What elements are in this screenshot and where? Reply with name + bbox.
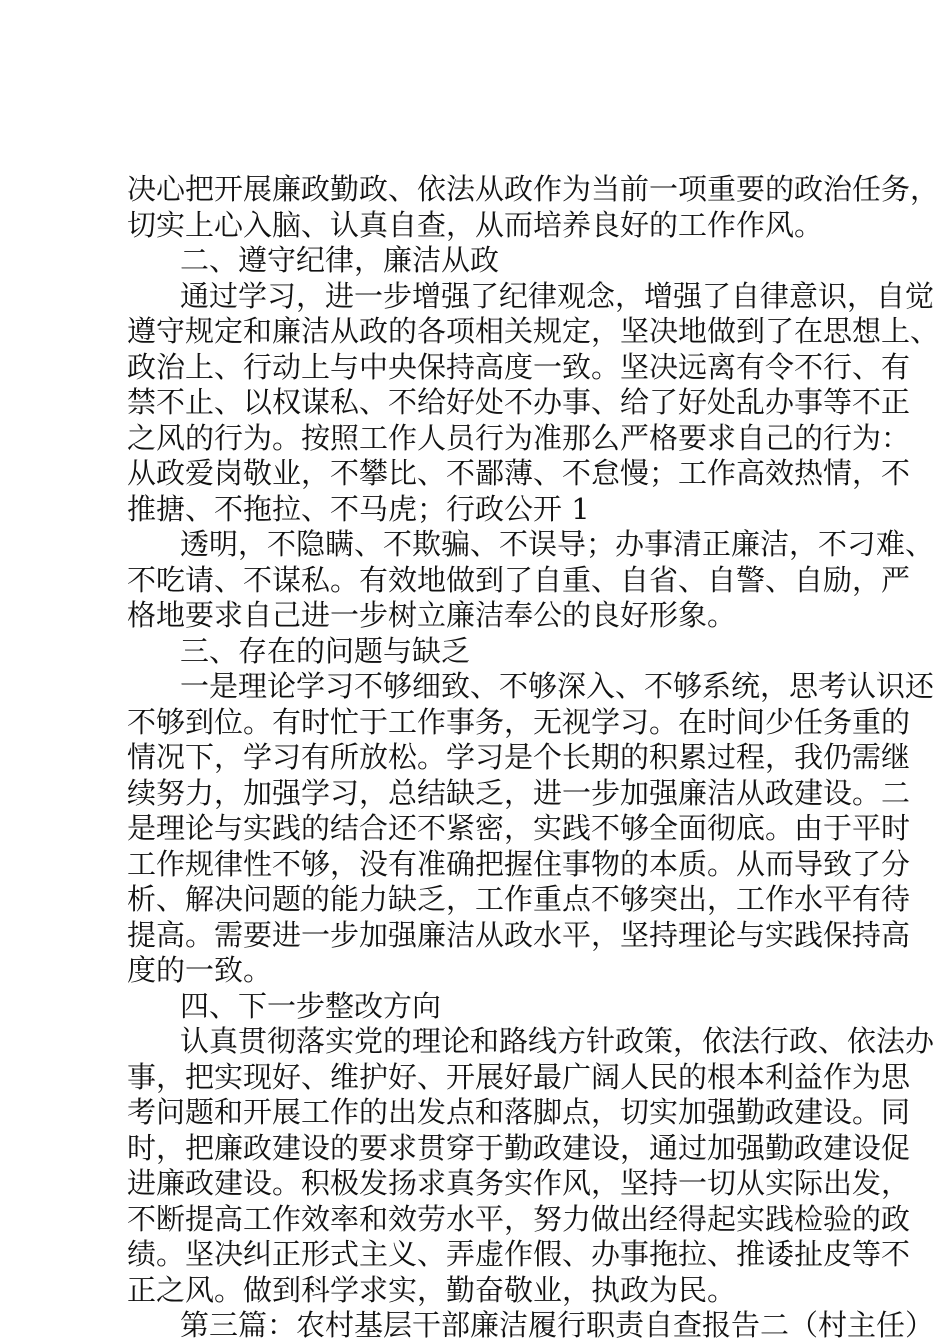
text-line-4: 通过学习，进一步增强了纪律观念，增强了自律意识，自觉 [180, 278, 935, 313]
next-part-title: 第三篇：农村基层干部廉洁履行职责自查报告二（村主任） [180, 1308, 935, 1342]
text-line-12: 不吃请、不谋私。有效地做到了自重、自省、自警、自励，严 [127, 562, 911, 597]
text-line-21: 析、解决问题的能力缺乏，工作重点不够突出，工作水平有待 [127, 882, 911, 916]
text-line-15: 一是理论学习不够细致、不够深入、不够系统，思考认识还 [180, 669, 935, 703]
section-heading-2: 二、遵守纪律，廉洁从政 [180, 243, 500, 277]
text-line-20: 工作规律性不够，没有准确把握住事物的本质。从而导致了分 [127, 846, 911, 881]
section-heading-3: 三、存在的问题与缺乏 [180, 633, 471, 668]
text-line-16: 不够到位。有时忙于工作事务，无视学习。在时间少任务重的 [127, 704, 911, 739]
text-line-18: 续努力，加强学习，总结缺乏，进一步加强廉洁从政建设。二 [127, 775, 911, 810]
text-line-17: 情况下，学习有所放松。学习是个长期的积累过程，我仍需继 [127, 740, 911, 774]
text-line-13: 格地要求自己进一步树立廉洁奉公的良好形象。 [127, 598, 737, 632]
text-line-31: 绩。坚决纠正形式主义、弄虚作假、办事拖拉、推诿扯皮等不 [127, 1237, 911, 1271]
text-line-2: 切实上心入脑、认真自查，从而培养良好的工作作风。 [127, 207, 824, 242]
text-line-5: 遵守规定和廉洁从政的各项相关规定，坚决地做到了在思想上、 [127, 314, 940, 348]
text-line-11: 透明，不隐瞒、不欺骗、不误导；办事清正廉洁，不刁难、 [180, 527, 935, 561]
text-line-9: 从政爱岗敬业，不攀比、不鄙薄、不怠慢；工作高效热情，不 [127, 456, 911, 490]
text-line-23: 度的一致。 [127, 953, 273, 987]
text-line-6: 政治上、行动上与中央保持高度一致。坚决远离有令不行、有 [127, 349, 911, 384]
text-line-8: 之风的行为。按照工作人员行为准那么严格要求自己的行为： [127, 420, 911, 455]
text-line-29: 进廉政建设。积极发扬求真务实作风，坚持一切从实际出发， [127, 1166, 911, 1200]
text-line-25: 认真贯彻落实党的理论和路线方针政策，依法行政、依法办 [180, 1024, 935, 1058]
text-line-28: 时，把廉政建设的要求贯穿于勤政建设，通过加强勤政建设促 [127, 1130, 911, 1165]
text-line-27: 考问题和开展工作的出发点和落脚点，切实加强勤政建设。同 [127, 1095, 911, 1129]
text-line-26: 事，把实现好、维护好、开展好最广阔人民的根本利益作为思 [127, 1059, 911, 1094]
text-line-19: 是理论与实践的结合还不紧密，实践不够全面彻底。由于平时 [127, 811, 911, 845]
document-body [127, 172, 940, 1344]
text-line-30: 不断提高工作效率和效劳水平，努力做出经得起实践检验的政 [127, 1201, 911, 1236]
text-line-32: 正之风。做到科学求实，勤奋敬业，执政为民。 [127, 1272, 737, 1307]
text-line-22: 提高。需要进一步加强廉洁从政水平，坚持理论与实践保持高 [127, 917, 911, 952]
text-line-10: 推搪、不拖拉、不马虎；行政公开 1 [127, 491, 590, 526]
text-line-1: 决心把开展廉政勤政、依法从政作为当前一项重要的政治任务， [127, 172, 940, 206]
section-heading-4: 四、下一步整改方向 [180, 988, 442, 1023]
text-line-7: 禁不止、以权谋私、不给好处不办事、给了好处乱办事等不正 [127, 385, 911, 419]
